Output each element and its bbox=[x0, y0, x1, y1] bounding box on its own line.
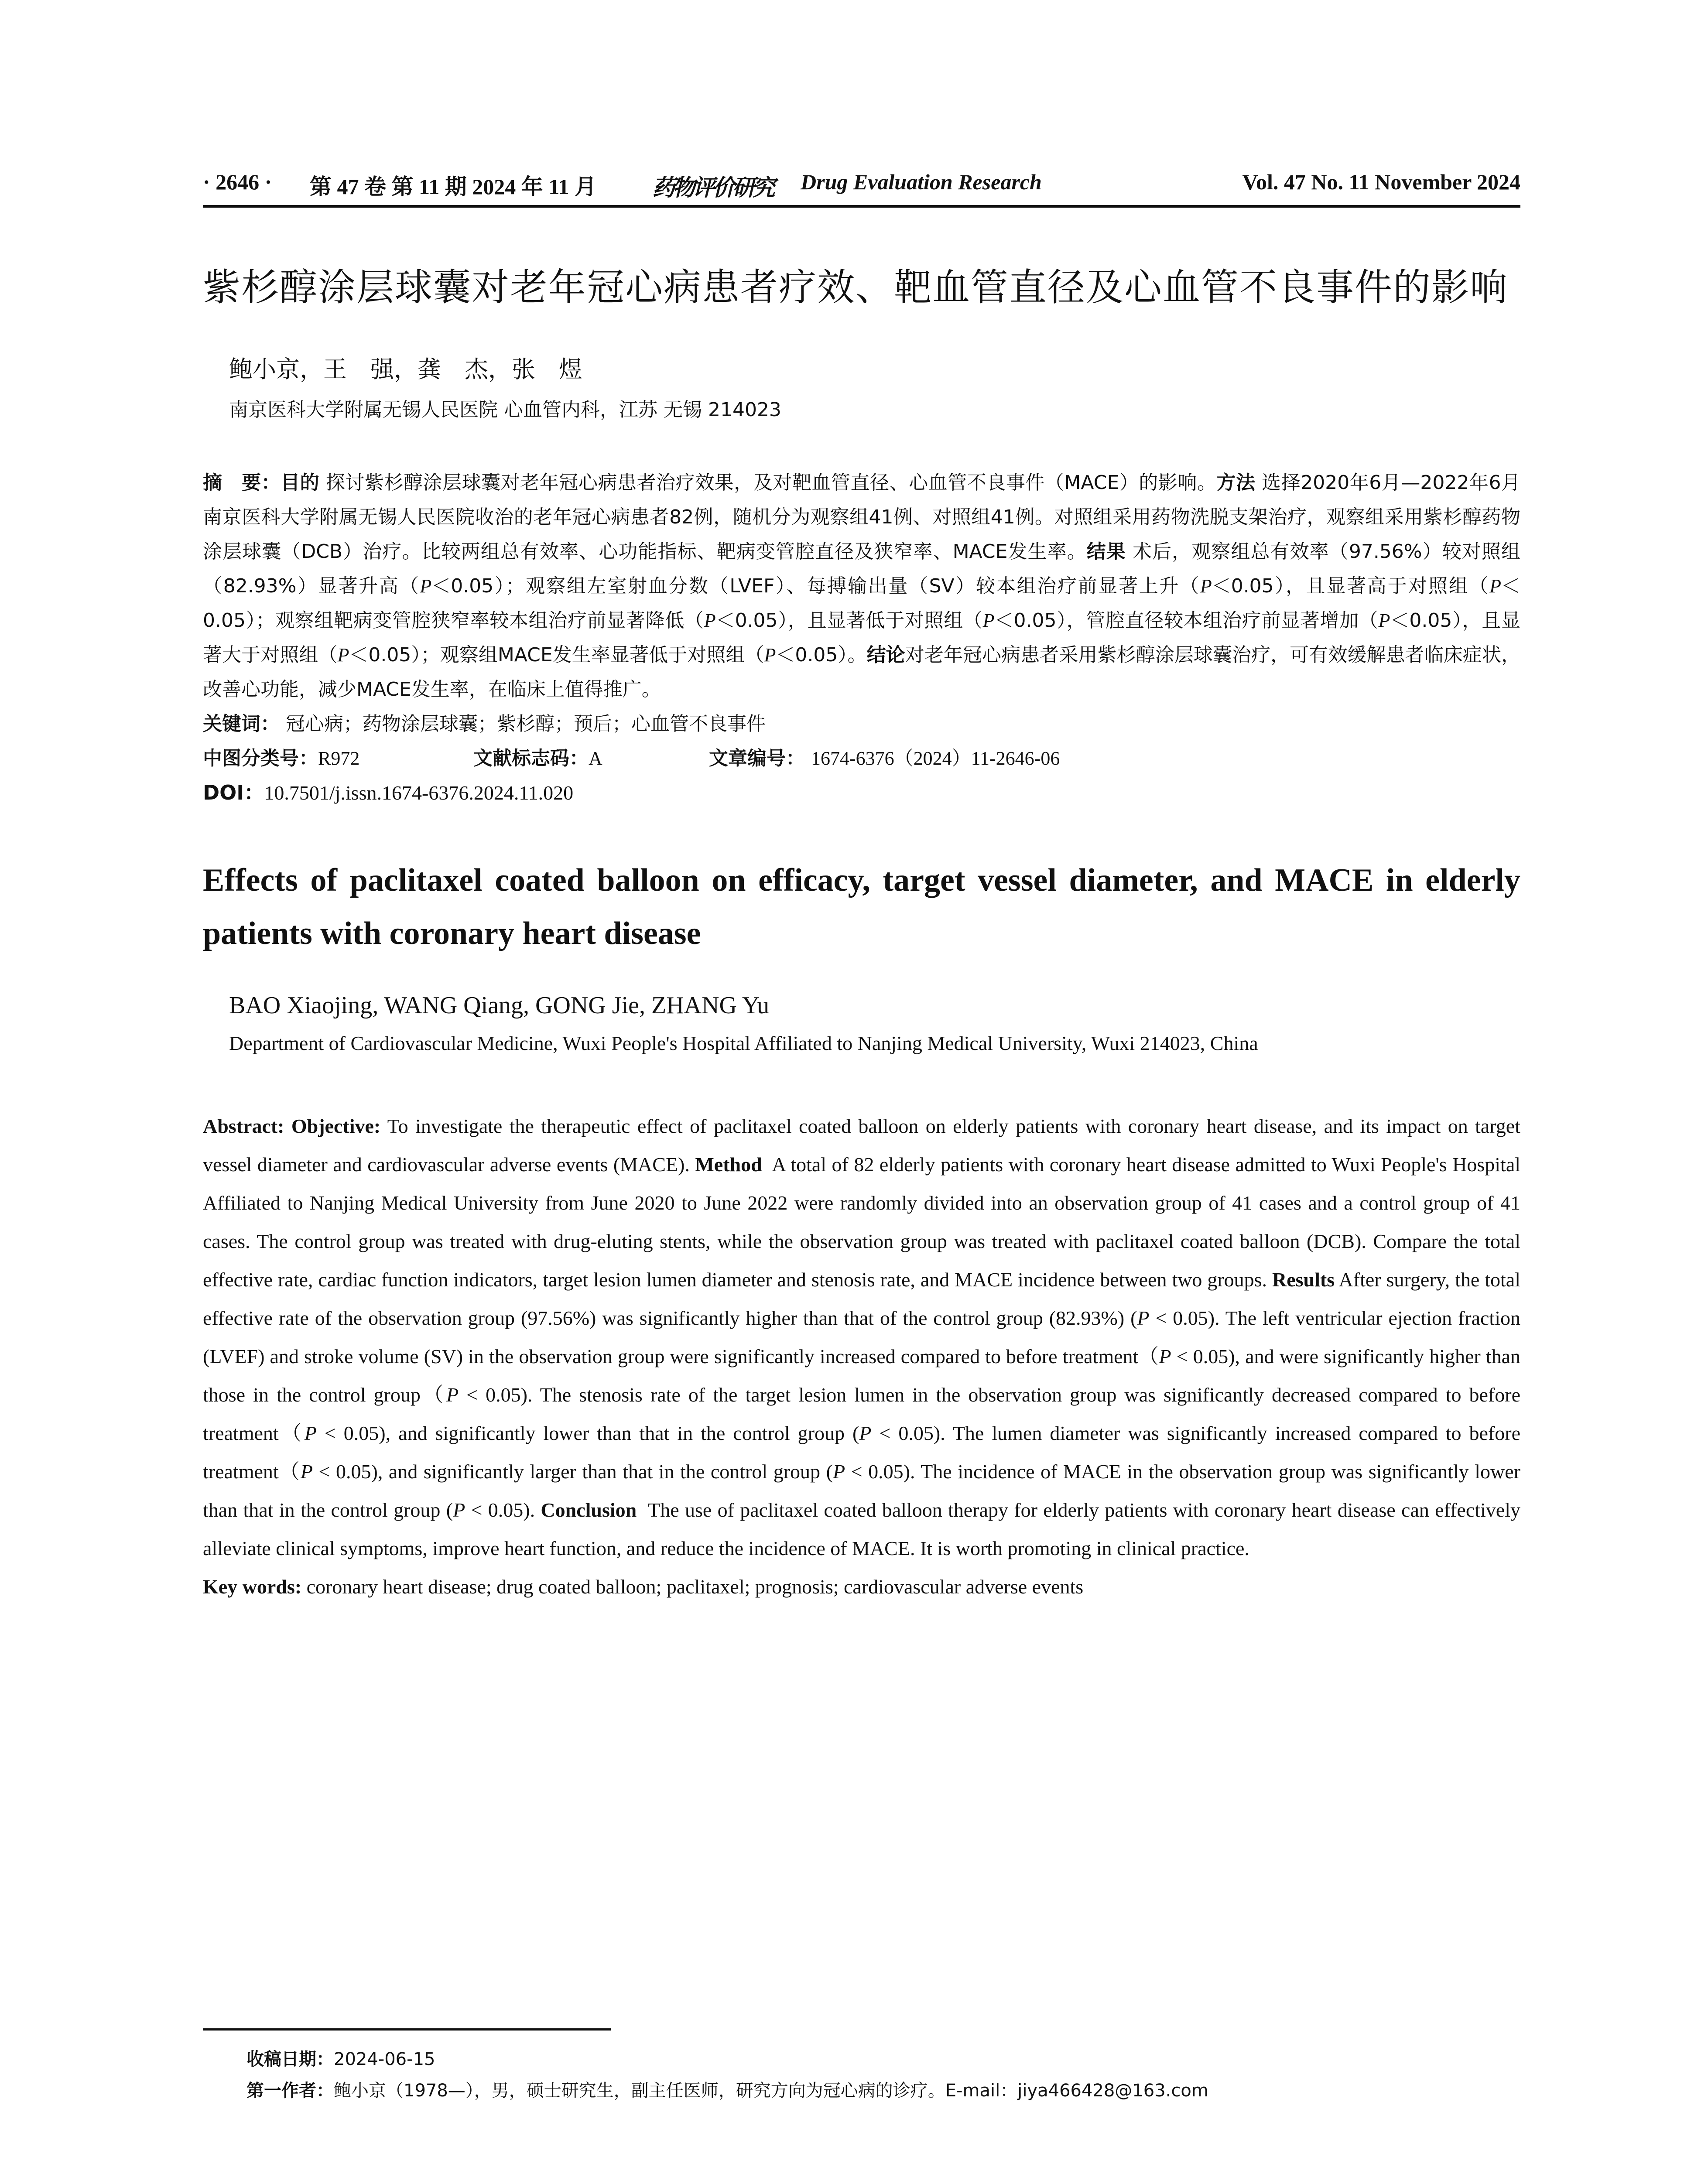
result-cn-4: ＜0.05），且显著低于对照组（ bbox=[715, 609, 983, 632]
first-author-value: 鲍小京（1978—），男，硕士研究生，副主任医师，研究方向为冠心病的诊疗。E-mail：jiya466428@163.com bbox=[334, 2081, 1208, 2101]
results-en-9: < 0.05). bbox=[465, 1499, 535, 1521]
p-symbol: P bbox=[704, 610, 716, 631]
result-cn-1: 术后，观察组总有效率（97.56%）较对照组（82.93%）显著升高（ bbox=[203, 540, 1520, 597]
results-en-3: < 0.05), and were significantly higher than those in the control group（ bbox=[203, 1345, 1520, 1406]
method-label-cn: 方法 bbox=[1216, 472, 1256, 494]
authors-en: BAO Xiaojing, WANG Qiang, GONG Jie, ZHANG Yu bbox=[229, 992, 770, 1019]
conclusion-cn: 对老年冠心病患者采用紫杉醇涂层球囊治疗，可有效缓解患者临床症状，改善心功能，减少MACE发生率，在临床上值得推广。 bbox=[203, 644, 1521, 701]
results-label-en: Results bbox=[1272, 1268, 1335, 1291]
p-symbol: P bbox=[1489, 575, 1502, 597]
p-symbol: P bbox=[832, 1460, 845, 1483]
received-label: 收稿日期： bbox=[246, 2049, 334, 2069]
p-symbol: P bbox=[764, 644, 776, 666]
method-label-en: Method bbox=[695, 1153, 762, 1176]
p-symbol: P bbox=[420, 575, 432, 597]
p-symbol: P bbox=[446, 1384, 459, 1406]
p-symbol: P bbox=[1378, 610, 1390, 631]
title-cn: 紫杉醇涂层球囊对老年冠心病患者疗效、靶血管直径及心血管不良事件的影响 bbox=[203, 266, 1508, 309]
doi-line bbox=[203, 776, 1520, 810]
received-value: 2024-06-15 bbox=[334, 2049, 435, 2069]
results-en-4: < 0.05). The stenosis rate of the target lesion lumen in the observation group was significantly decreased compared to before treatment（ bbox=[203, 1384, 1520, 1444]
footnote-divider bbox=[203, 2028, 611, 2031]
footnotes bbox=[246, 2044, 1512, 2106]
p-symbol: P bbox=[304, 1422, 317, 1444]
authors-cn: 鲍小京，王 强，龚 杰，张 煜 bbox=[229, 356, 582, 383]
running-header bbox=[203, 157, 1520, 208]
result-cn-p: ＜0.05）；观察组左室射血分数（LVEF）、每搏输出量（SV）较本组治疗前显著上升（ bbox=[431, 575, 1200, 597]
result-cn-6: ＜0.05），且显著大于对照组（ bbox=[203, 609, 1521, 666]
keywords-en bbox=[203, 1568, 1520, 1606]
abstract-en-label: Abstract: bbox=[203, 1115, 284, 1137]
issue-cn: 第 47 卷 第 11 期 2024 年 11 月 bbox=[310, 174, 596, 199]
results-en-7: < 0.05), and significantly larger than that in the control group ( bbox=[312, 1460, 833, 1483]
p-symbol: P bbox=[300, 1460, 313, 1483]
results-en-5: < 0.05), and significantly lower than that in the control group ( bbox=[316, 1422, 859, 1444]
results-en-1: After surgery, the total effective rate of the observation group (97.56%) was significantly higher than that of the control group (82.93%) ( bbox=[203, 1268, 1520, 1329]
keywords-cn-label: 关键词： bbox=[203, 713, 280, 735]
keywords-cn-value: 冠心病；药物涂层球囊；紫杉醇；预后；心血管不良事件 bbox=[286, 713, 766, 735]
abstract-en bbox=[203, 1107, 1520, 1568]
doi-label: DOI： bbox=[203, 781, 264, 804]
abstract-cn-label: 摘 要： bbox=[203, 472, 281, 494]
p-symbol: P bbox=[982, 610, 995, 631]
clc-value: R972 bbox=[318, 748, 360, 769]
p-symbol: P bbox=[1159, 1345, 1171, 1367]
conclusion-en: The use of paclitaxel coated balloon therapy for elderly patients with coronary heart disease can effectively alleviate clinical symptoms, improve heart function, and reduce the incidence of MACE. It is worth promoting in clinical practice. bbox=[203, 1499, 1520, 1559]
result-cn-7: ＜0.05）；观察组MACE发生率显著低于对照组（ bbox=[349, 644, 764, 666]
keywords-en-label: Key words: bbox=[203, 1576, 302, 1598]
first-author-label: 第一作者： bbox=[246, 2081, 334, 2101]
abstract-cn bbox=[203, 465, 1520, 707]
objective-label-cn: 目的 bbox=[281, 472, 320, 494]
results-en-6: < 0.05). The lumen diameter was significantly increased compared to before treatment（ bbox=[203, 1422, 1520, 1483]
p-symbol: P bbox=[453, 1499, 466, 1521]
result-cn-2: ＜0.05），且显著高于对照组（ bbox=[1212, 575, 1490, 597]
journal-logo: 药物评价研究 bbox=[652, 174, 773, 201]
doi-value[interactable]: 10.7501/j.issn.1674-6376.2024.11.020 bbox=[264, 782, 574, 804]
clc-label: 中图分类号： bbox=[203, 747, 318, 769]
keywords-en-value: coronary heart disease; drug coated balloon; paclitaxel; prognosis; cardiovascular adverse events bbox=[306, 1576, 1084, 1598]
first-author-note bbox=[246, 2075, 1512, 2106]
received-date bbox=[246, 2044, 1512, 2075]
journal-name-en: Drug Evaluation Research bbox=[801, 170, 1042, 194]
conclusion-label-cn: 结论 bbox=[866, 644, 905, 666]
affiliation-cn: 南京医科大学附属无锡人民医院 心血管内科，江苏 无锡 214023 bbox=[229, 399, 781, 421]
p-symbol: P bbox=[859, 1422, 872, 1444]
objective-label-en: Objective: bbox=[291, 1115, 381, 1137]
results-en-8: < 0.05). The incidence of MACE in the observation group was significantly lower than that in the control group ( bbox=[203, 1460, 1520, 1521]
method-cn: 选择2020年6月—2022年6月南京医科大学附属无锡人民医院收治的老年冠心病患者82例，随机分为观察组41例、对照组41例。对照组采用药物洗脱支架治疗，观察组采用紫杉醇药物涂层球囊（DCB）治疗。比较两组总有效率、心功能指标、靶病变管腔直径及狭窄率、MACE发生率。 bbox=[203, 472, 1520, 563]
keywords-cn bbox=[203, 707, 1520, 741]
p-symbol: P bbox=[337, 644, 349, 666]
result-cn-8: ＜0.05）。 bbox=[776, 644, 867, 666]
title-en: Effects of paclitaxel coated balloon on efficacy, target vessel diameter, and MACE in elderly patients with coronary heart disease bbox=[203, 862, 1520, 951]
volume-info-en: Vol. 47 No. 11 November 2024 bbox=[1242, 170, 1520, 194]
article-number-label: 文章编号： bbox=[709, 747, 805, 769]
p-symbol: P bbox=[1200, 575, 1212, 597]
classification-line bbox=[203, 741, 1520, 776]
doc-code-label: 文献标志码： bbox=[473, 747, 589, 769]
affiliation-en: Department of Cardiovascular Medicine, Wuxi People's Hospital Affiliated to Nanjing Medical University, Wuxi 214023, China bbox=[229, 1032, 1258, 1054]
page-number: · 2646 · bbox=[203, 170, 272, 194]
objective-cn: 探讨紫杉醇涂层球囊对老年冠心病患者治疗效果，及对靶血管直径、心血管不良事件（MACE）的影响。 bbox=[325, 472, 1217, 494]
result-label-cn: 结果 bbox=[1086, 540, 1126, 563]
result-cn-5: ＜0.05），管腔直径较本组治疗前显著增加（ bbox=[994, 609, 1379, 632]
article-number-value: 1674-6376（2024）11-2646-06 bbox=[811, 748, 1060, 769]
objective-en: To investigate the therapeutic effect of paclitaxel coated balloon on elderly patients with coronary heart disease, and its impact on target vessel diameter and cardiovascular adverse events (MACE). bbox=[203, 1115, 1521, 1176]
doc-code-value: A bbox=[589, 748, 602, 769]
method-en: A total of 82 elderly patients with coronary heart disease admitted to Wuxi People's Hospital Affiliated to Nanjing Medical University from June 2020 to June 2022 were randomly divided into an observation group of 41 cases and a control group of 41 cases. The control group was treated with drug-eluting stents, while the observation group was treated with paclitaxel coated balloon (DCB). Compare the total effective rate, cardiac function indicators, target lesion lumen diameter and stenosis rate, and MACE incidence between two groups. bbox=[203, 1153, 1521, 1291]
conclusion-label-en: Conclusion bbox=[541, 1499, 637, 1521]
paper-page bbox=[203, 157, 1520, 1606]
result-cn-3: ＜0.05）；观察组靶病变管腔狭窄率较本组治疗前显著降低（ bbox=[203, 575, 1521, 632]
results-en-2: < 0.05). The left ventricular ejection fraction (LVEF) and stroke volume (SV) in the observation group were significantly increased compared to before treatment（ bbox=[203, 1307, 1520, 1367]
p-symbol: P bbox=[1137, 1307, 1150, 1329]
